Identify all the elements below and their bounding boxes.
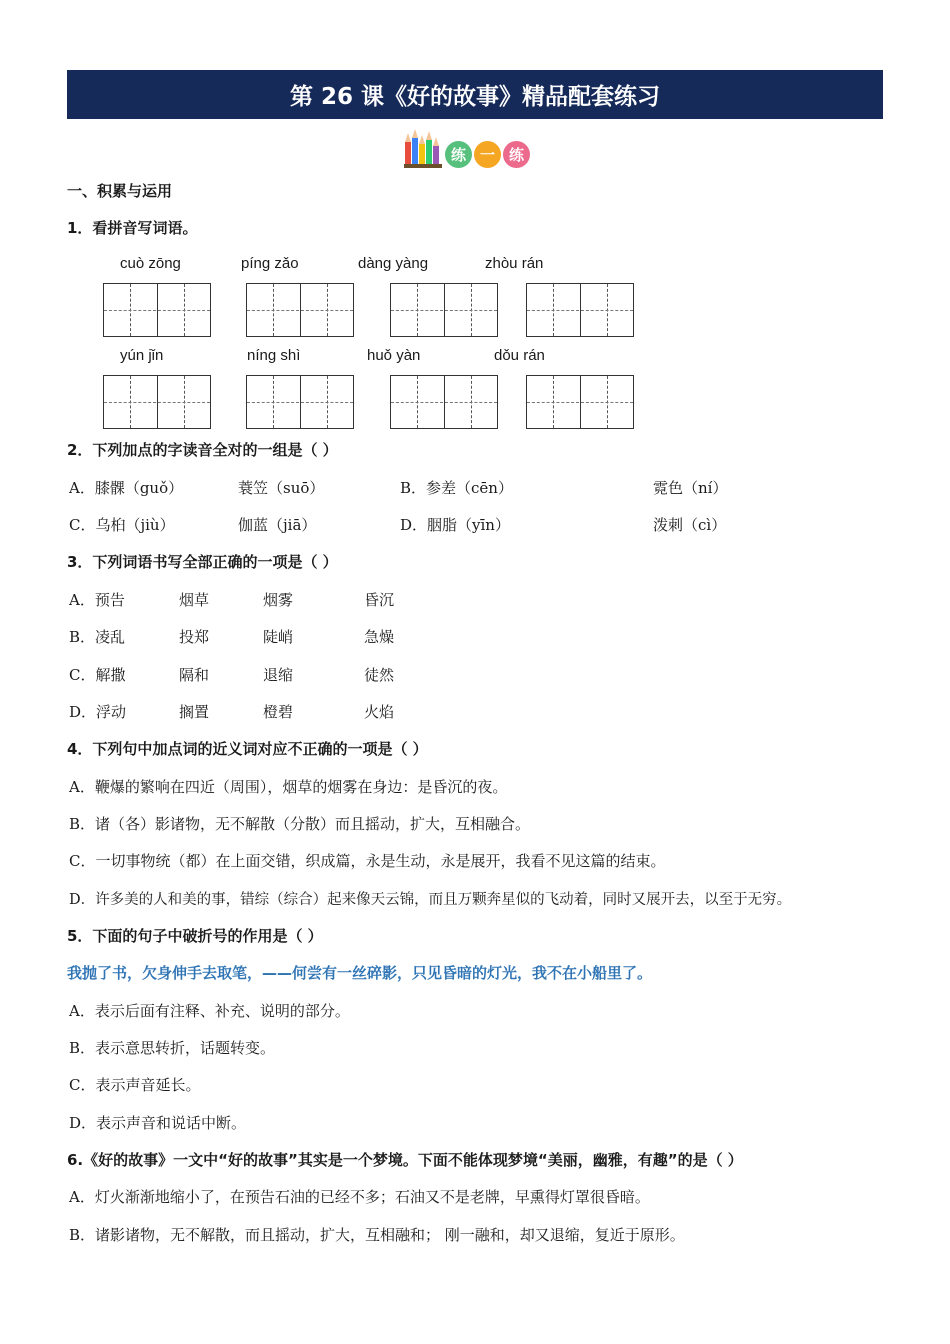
q3-word: 急燥 xyxy=(364,628,395,646)
q5-option: B．表示意思转折，话题转变。 xyxy=(69,1039,276,1057)
pinyin-label: dàng yàng xyxy=(358,255,429,272)
pinyin-label: níng shì xyxy=(247,347,301,364)
q2-stem: 2．下列加点的字读音全对的一组是（ ） xyxy=(67,441,338,459)
badge-char-2: 一 xyxy=(474,141,501,168)
q5-quote: 我抛了书，欠身伸手去取笔，——何尝有一丝碎影，只见昏暗的灯光，我不在小船里了。 xyxy=(67,964,653,982)
writing-grid[interactable] xyxy=(526,375,634,429)
section-heading: 一、积累与运用 xyxy=(67,182,173,200)
pinyin-label: píng zǎo xyxy=(241,255,299,272)
pinyin-label: cuò zōng xyxy=(120,255,181,272)
page-title-bar xyxy=(67,70,883,119)
q6-option: A．灯火渐渐地缩小了，在预告石油的已经不多；石油又不是老牌，早熏得灯罩很昏暗。 xyxy=(69,1188,650,1206)
writing-grid[interactable] xyxy=(103,375,211,429)
q2-option: C．乌桕（jiù） xyxy=(69,516,175,534)
writing-grid[interactable] xyxy=(390,375,498,429)
q3-word: 烟雾 xyxy=(263,591,294,609)
pencils-icon xyxy=(403,128,445,172)
q3-word: 退缩 xyxy=(263,666,294,684)
writing-grid[interactable] xyxy=(246,283,354,337)
q3-word: A．预告 xyxy=(69,591,125,609)
q5-option: C．表示声音延长。 xyxy=(69,1076,201,1094)
q4-option: B．诸（各）影诸物，无不解散（分散）而且摇动，扩大，互相融合。 xyxy=(69,815,531,833)
q2-option: D．胭脂（yīn） xyxy=(400,516,510,534)
badge-char-3: 练 xyxy=(503,141,530,168)
q3-word: 搁置 xyxy=(179,703,210,721)
q2-option: 泼刺（cì） xyxy=(653,516,727,534)
pinyin-label: huǒ yàn xyxy=(367,347,421,364)
writing-grid[interactable] xyxy=(390,283,498,337)
q3-word: C．解撒 xyxy=(69,666,126,684)
q3-stem: 3．下列词语书写全部正确的一项是（ ） xyxy=(67,553,338,571)
q3-word: 烟草 xyxy=(179,591,210,609)
q2-option: B．参差（cēn） xyxy=(400,479,513,497)
page-title: 第 26 课《好的故事》精品配套练习 xyxy=(289,84,661,110)
q3-word: 徒然 xyxy=(364,666,395,684)
q6-stem: 6.《好的故事》一文中“好的故事”其实是一个梦境。下面不能体现梦境“美丽，幽雅，有趣”的是（ ） xyxy=(67,1151,743,1169)
q3-word: B．凌乱 xyxy=(69,628,126,646)
pinyin-label: dǒu rán xyxy=(494,347,545,364)
q3-word: 橙碧 xyxy=(263,703,294,721)
q4-stem: 4．下列句中加点词的近义词对应不正确的一项是（ ） xyxy=(67,740,428,758)
writing-grid[interactable] xyxy=(103,283,211,337)
practice-badge xyxy=(403,128,533,172)
pinyin-label: zhòu rán xyxy=(485,255,544,272)
q6-option: B．诸影诸物，无不解散，而且摇动，扩大，互相融和； 刚一融和，却又退缩，复近于原形。 xyxy=(69,1226,685,1244)
q3-word: 投郑 xyxy=(179,628,210,646)
q2-option: A．膝髁（guǒ） xyxy=(69,479,184,497)
q5-option: D．表示声音和说话中断。 xyxy=(69,1114,247,1132)
q3-word: 昏沉 xyxy=(364,591,395,609)
q1-stem: 1．看拼音写词语。 xyxy=(67,219,198,237)
pinyin-label: yún jǐn xyxy=(120,347,164,364)
writing-grid[interactable] xyxy=(526,283,634,337)
q5-option: A．表示后面有注释、补充、说明的部分。 xyxy=(69,1002,350,1020)
badge-char-1: 练 xyxy=(445,141,472,168)
q5-stem: 5．下面的句子中破折号的作用是（ ） xyxy=(67,927,323,945)
q4-option: C．一切事物统（都）在上面交错，织成篇，永是生动，永是展开，我看不见这篇的结束。 xyxy=(69,852,666,870)
writing-grid[interactable] xyxy=(246,375,354,429)
q2-option: 霓色（ní） xyxy=(653,479,728,497)
q3-word: 陡峭 xyxy=(263,628,294,646)
q2-option: 伽蓝（jiā） xyxy=(238,516,317,534)
q3-word: 隔和 xyxy=(179,666,210,684)
q2-option: 蓑笠（suō） xyxy=(238,479,325,497)
q4-option: D．许多美的人和美的事，错综（综合）起来像天云锦，而且万颗奔星似的飞动着，同时又展开去，以至于无穷。 xyxy=(69,892,792,908)
q3-word: 火焰 xyxy=(364,703,395,721)
q4-option: A．鞭爆的繁响在四近（周围），烟草的烟雾在身边：是昏沉的夜。 xyxy=(69,778,508,796)
q3-word: D．浮动 xyxy=(69,703,127,721)
